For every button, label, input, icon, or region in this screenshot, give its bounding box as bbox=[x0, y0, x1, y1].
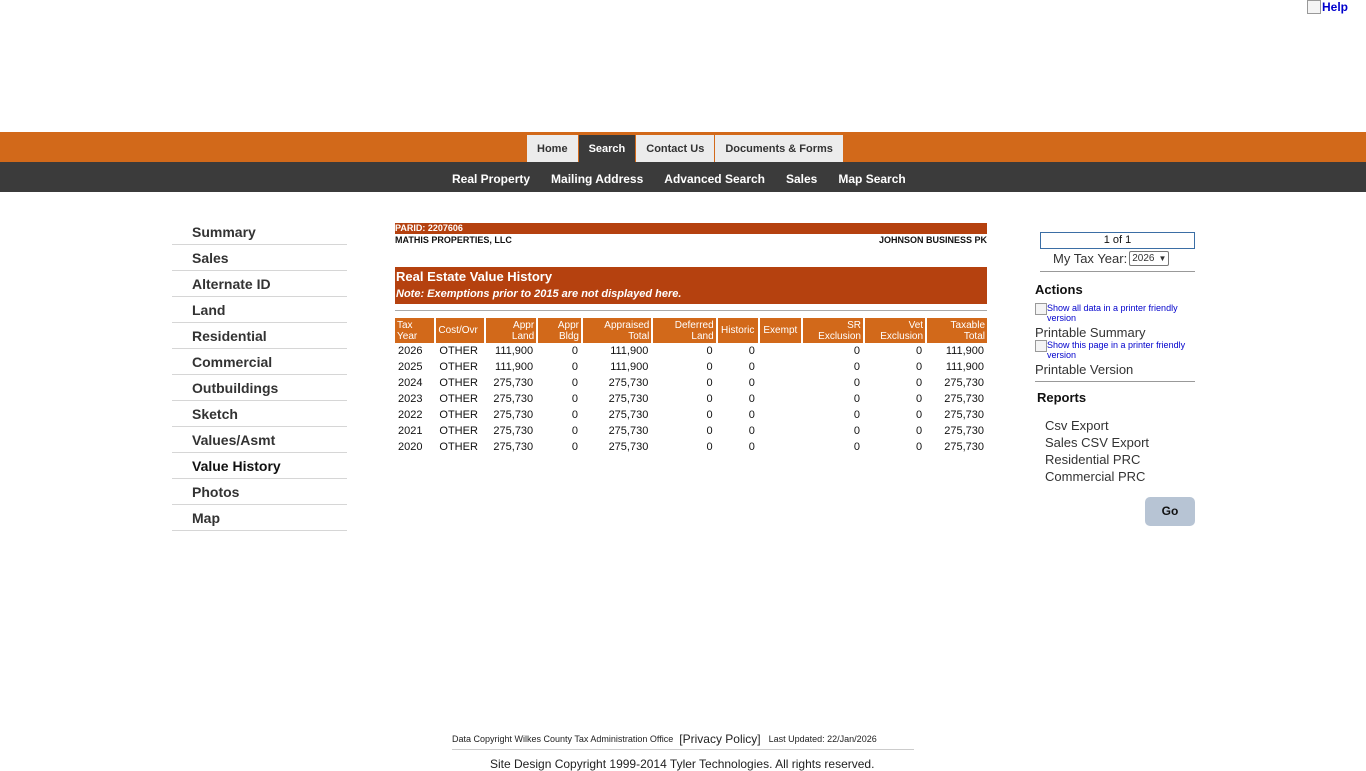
table-header-row bbox=[395, 318, 987, 343]
owner-name: MATHIS PROPERTIES, LLC bbox=[395, 235, 512, 245]
printer-image-icon bbox=[1035, 303, 1047, 315]
section-title: Real Estate Value History bbox=[396, 269, 553, 284]
table-cell: 0 bbox=[571, 441, 578, 453]
table-cell: 111,900 bbox=[495, 345, 534, 357]
column-header-text: Deferred bbox=[674, 319, 714, 331]
table-cell: 275,730 bbox=[493, 441, 534, 453]
column-header bbox=[653, 318, 715, 343]
property-location: JOHNSON BUSINESS PK bbox=[878, 235, 987, 245]
tab-home[interactable]: Home bbox=[527, 135, 578, 162]
table-cell: 275,730 bbox=[608, 441, 649, 453]
table-cell: 2020 bbox=[398, 441, 423, 453]
table-cell bbox=[760, 391, 801, 407]
table-cell bbox=[760, 375, 801, 391]
last-updated: Last Updated: 22/Jan/2026 bbox=[768, 734, 877, 744]
column-header bbox=[395, 318, 434, 343]
table-cell: 0 bbox=[706, 409, 713, 421]
sidebar-item-outbuildings[interactable]: Outbuildings bbox=[172, 375, 347, 401]
table-cell: 275,730 bbox=[608, 425, 649, 437]
table-cell bbox=[760, 423, 801, 439]
table-cell: 0 bbox=[853, 441, 860, 453]
sidebar-item-alternate-id[interactable]: Alternate ID bbox=[172, 271, 347, 297]
table-cell bbox=[760, 407, 801, 423]
column-header bbox=[486, 318, 537, 343]
sidebar bbox=[172, 219, 347, 531]
tax-year-select[interactable] bbox=[1129, 251, 1169, 266]
tax-year-row bbox=[1053, 251, 1195, 266]
chevron-down-icon: ▼ bbox=[1158, 253, 1167, 263]
column-header-text: Exempt bbox=[763, 325, 798, 336]
table-cell: 2026 bbox=[398, 345, 423, 357]
column-header-text: Total bbox=[963, 330, 985, 342]
table-row bbox=[395, 391, 987, 407]
table-cell: 0 bbox=[915, 425, 923, 437]
subnav-sales[interactable]: Sales bbox=[786, 172, 818, 186]
tab-documents-forms[interactable]: Documents & Forms bbox=[715, 135, 843, 162]
printer-image-icon bbox=[1035, 340, 1047, 352]
table-cell: 2024 bbox=[398, 377, 423, 389]
table-cell: 0 bbox=[706, 345, 713, 357]
table-cell: 2022 bbox=[398, 409, 423, 421]
table-cell: 0 bbox=[915, 393, 923, 405]
column-header bbox=[538, 318, 581, 343]
table-row bbox=[395, 423, 987, 439]
divider bbox=[1035, 381, 1195, 382]
printer-summary-alt: Show all data in a printer friendly version bbox=[1047, 303, 1178, 323]
actions-heading: Actions bbox=[1035, 282, 1083, 297]
report-commercial-prc[interactable]: Commercial PRC bbox=[1045, 469, 1146, 484]
column-header-text: Appraised bbox=[604, 319, 650, 331]
table-cell: 275,730 bbox=[608, 393, 649, 405]
tax-year-value: 2026 bbox=[1132, 252, 1155, 264]
report-sales-csv-export[interactable]: Sales CSV Export bbox=[1045, 435, 1150, 450]
sidebar-item-commercial[interactable]: Commercial bbox=[172, 349, 347, 375]
site-copyright: Site Design Copyright 1999-2014 Tyler Technologies. All rights reserved. bbox=[490, 757, 875, 771]
table-cell: 111,900 bbox=[945, 345, 984, 357]
column-header-text: Cost/Ovr bbox=[438, 325, 478, 336]
table-cell: 0 bbox=[571, 377, 578, 389]
tab-contact-us[interactable]: Contact Us bbox=[636, 135, 714, 162]
sidebar-item-sketch[interactable]: Sketch bbox=[172, 401, 347, 427]
table-cell: 0 bbox=[853, 377, 860, 389]
table-cell: 275,730 bbox=[493, 409, 534, 421]
table-cell: 111,900 bbox=[610, 345, 649, 357]
table-cell: OTHER bbox=[439, 409, 478, 421]
sidebar-item-value-history[interactable]: Value History bbox=[172, 453, 347, 479]
tax-year-label: My Tax Year: bbox=[1053, 251, 1128, 266]
table-cell: 2025 bbox=[398, 361, 423, 373]
table-cell: 275,730 bbox=[944, 425, 984, 437]
table-cell: 0 bbox=[748, 393, 755, 405]
table-cell: OTHER bbox=[439, 361, 478, 373]
right-panel bbox=[1035, 232, 1195, 518]
help-label: Help bbox=[1322, 0, 1349, 14]
sub-nav bbox=[452, 162, 927, 192]
table-cell: 0 bbox=[706, 361, 713, 373]
record-pager: 1 of 1 bbox=[1040, 232, 1195, 249]
column-header bbox=[718, 318, 758, 343]
table-cell: 0 bbox=[748, 345, 755, 357]
tab-search[interactable]: Search bbox=[579, 135, 636, 162]
column-header bbox=[436, 318, 483, 343]
column-header-text: Tax bbox=[397, 319, 413, 331]
table-cell: OTHER bbox=[439, 393, 478, 405]
table-cell: OTHER bbox=[439, 425, 478, 437]
table-cell: 275,730 bbox=[944, 441, 984, 453]
printable-summary-link[interactable]: Printable Summary bbox=[1035, 325, 1146, 340]
table-cell: 111,900 bbox=[610, 361, 649, 373]
subnav-map-search[interactable]: Map Search bbox=[838, 172, 906, 186]
section-header bbox=[395, 267, 987, 304]
table-row bbox=[395, 375, 987, 391]
sidebar-item-summary[interactable]: Summary bbox=[172, 219, 347, 245]
table-cell: 0 bbox=[571, 393, 578, 405]
table-cell: 275,730 bbox=[944, 409, 984, 421]
table-row bbox=[395, 343, 987, 359]
column-header-text: Historic bbox=[721, 325, 755, 336]
table-cell: 111,900 bbox=[945, 361, 984, 373]
printer-summary-image-link[interactable] bbox=[1035, 303, 1195, 323]
table-cell: 0 bbox=[915, 409, 923, 421]
divider bbox=[1040, 271, 1195, 272]
column-header bbox=[927, 318, 987, 343]
column-header-text: Appr bbox=[557, 319, 579, 331]
table-cell: 0 bbox=[853, 345, 860, 357]
data-copyright: Data Copyright Wilkes County Tax Administration Office bbox=[452, 734, 674, 744]
column-header-text: Bldg bbox=[558, 330, 579, 342]
sidebar-item-map[interactable]: Map bbox=[172, 505, 347, 531]
table-cell: 275,730 bbox=[608, 409, 649, 421]
help-image-icon bbox=[1307, 0, 1321, 14]
table-cell bbox=[760, 359, 801, 375]
sidebar-item-photos[interactable]: Photos bbox=[172, 479, 347, 505]
printer-version-alt: Show this page in a printer friendly version bbox=[1047, 340, 1186, 360]
table-cell: 275,730 bbox=[608, 377, 649, 389]
column-header-text: Exclusion bbox=[880, 330, 924, 342]
sidebar-item-land[interactable]: Land bbox=[172, 297, 347, 323]
column-header-text: Exclusion bbox=[818, 330, 861, 342]
report-residential-prc[interactable]: Residential PRC bbox=[1045, 452, 1141, 467]
column-header-text: Total bbox=[628, 330, 650, 342]
subnav-mailing-address[interactable]: Mailing Address bbox=[551, 172, 644, 186]
column-header bbox=[760, 318, 801, 343]
table-cell: 0 bbox=[915, 345, 923, 357]
table-cell: 0 bbox=[706, 377, 713, 389]
column-header-text: Appr bbox=[513, 319, 535, 331]
value-history-table bbox=[393, 318, 989, 455]
column-header bbox=[865, 318, 925, 343]
go-button[interactable]: Go bbox=[1145, 497, 1195, 526]
table-cell: 0 bbox=[748, 425, 755, 437]
table-row bbox=[395, 439, 987, 455]
column-header-text: Land bbox=[511, 330, 535, 342]
reports-heading: Reports bbox=[1037, 390, 1087, 405]
table-cell: 0 bbox=[748, 377, 755, 389]
table-cell: 0 bbox=[748, 409, 755, 421]
sidebar-item-residential[interactable]: Residential bbox=[172, 323, 347, 349]
table-cell: OTHER bbox=[439, 377, 478, 389]
table-cell: 0 bbox=[571, 425, 578, 437]
table-cell: 0 bbox=[706, 393, 713, 405]
table-cell: 0 bbox=[853, 425, 860, 437]
table-cell: 275,730 bbox=[944, 377, 984, 389]
table-cell: 275,730 bbox=[493, 425, 534, 437]
main-content bbox=[395, 223, 987, 455]
column-header bbox=[583, 318, 651, 343]
table-cell: 0 bbox=[915, 361, 923, 373]
column-header-text: Year bbox=[397, 330, 418, 342]
table-cell: 0 bbox=[748, 441, 755, 453]
sidebar-item-values-asmt[interactable]: Values/Asmt bbox=[172, 427, 347, 453]
table-cell: 275,730 bbox=[944, 393, 984, 405]
help-link[interactable] bbox=[1307, 0, 1348, 14]
table-cell: 0 bbox=[915, 377, 923, 389]
table-cell: 2021 bbox=[398, 425, 423, 437]
column-header-text: SR bbox=[847, 319, 861, 331]
parcel-id: PARID: 2207606 bbox=[395, 223, 987, 234]
owner-row bbox=[395, 234, 987, 248]
section-note: Note: Exemptions prior to 2015 are not displayed here. bbox=[396, 288, 682, 300]
privacy-policy-link[interactable]: [Privacy Policy] bbox=[679, 732, 761, 746]
section-divider bbox=[395, 310, 987, 311]
subnav-real-property[interactable]: Real Property bbox=[452, 172, 531, 186]
sidebar-item-sales[interactable]: Sales bbox=[172, 245, 347, 271]
table-row bbox=[395, 359, 987, 375]
subnav-advanced-search[interactable]: Advanced Search bbox=[664, 172, 765, 186]
column-header-text: Taxable bbox=[950, 319, 985, 331]
top-nav bbox=[527, 135, 844, 162]
table-cell: 0 bbox=[853, 409, 860, 421]
table-cell: 111,900 bbox=[495, 361, 534, 373]
printer-version-image-link[interactable] bbox=[1035, 340, 1195, 360]
table-cell: 0 bbox=[915, 441, 923, 453]
column-header bbox=[803, 318, 863, 343]
reports-list bbox=[1035, 417, 1195, 485]
report-csv-export[interactable]: Csv Export bbox=[1045, 418, 1109, 433]
table-cell: 0 bbox=[571, 345, 578, 357]
table-cell: 0 bbox=[748, 361, 755, 373]
table-cell: 275,730 bbox=[493, 377, 534, 389]
column-header-text: Vet bbox=[908, 319, 924, 331]
column-header-text: Land bbox=[691, 330, 714, 342]
footer-line bbox=[452, 729, 914, 750]
table-cell: 0 bbox=[571, 361, 578, 373]
table-cell: 2023 bbox=[398, 393, 423, 405]
printable-version-link[interactable]: Printable Version bbox=[1035, 362, 1134, 377]
table-cell bbox=[760, 343, 801, 359]
table-cell: 0 bbox=[571, 409, 578, 421]
table-cell: OTHER bbox=[439, 345, 478, 357]
table-cell bbox=[760, 439, 801, 455]
table-cell: 275,730 bbox=[493, 393, 534, 405]
table-cell: 0 bbox=[706, 425, 713, 437]
table-cell: 0 bbox=[853, 361, 860, 373]
table-row bbox=[395, 407, 987, 423]
table-cell: OTHER bbox=[439, 441, 478, 453]
table-cell: 0 bbox=[853, 393, 860, 405]
table-cell: 0 bbox=[706, 441, 713, 453]
